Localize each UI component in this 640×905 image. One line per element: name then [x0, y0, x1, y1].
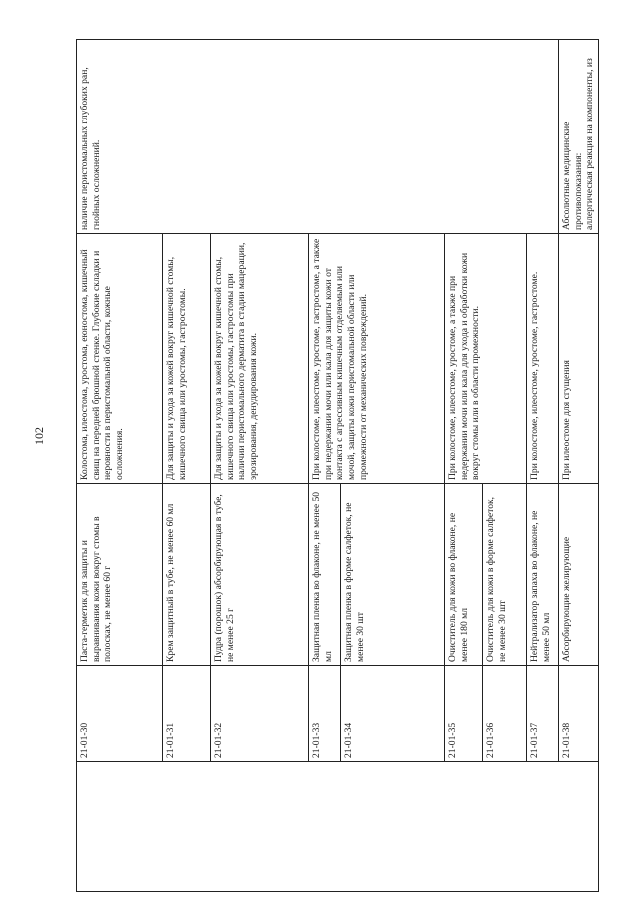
row-code: 21-01-33	[309, 666, 341, 762]
row-name: Абсорбирующие желирующие	[559, 484, 599, 666]
products-table	[76, 39, 599, 892]
row-code: 21-01-38	[559, 666, 599, 762]
row-code: 21-01-34	[341, 666, 445, 762]
table-wrapper	[76, 40, 596, 892]
empty-column	[77, 762, 599, 892]
row-name: Крем защитный в тубе, не менее 60 мл	[163, 484, 211, 666]
row-indication: Для защиты и ухода за кожей вокруг кишечной стомы, кишечного свища или уростомы, гастростомы при наличии перистомального дерматита в стадии мацерации, эрозирования, денудирования кожи.	[211, 234, 309, 484]
row-name: Очиститель для кожи в форме салфеток, не менее 30 шт	[483, 484, 527, 666]
row-name: Паста-герметик для защиты и выравнивания кожи вокруг стомы в полосках, не менее 60 г	[77, 484, 163, 666]
row-name: Нейтрализатор запаха во флаконе, не менее 50 мл	[527, 484, 559, 666]
row-name: Защитная пленка в форме салфеток, не менее 30 шт	[341, 484, 445, 666]
row-code: 21-01-31	[163, 666, 211, 762]
row-indication: Колостома, илеостома, уростома, еюностома, кишечный свищ на передней брюшной стенке. Глубокие складки и неровности в перистомальной области, кожные осложнения.	[77, 234, 163, 484]
rotated-page	[76, 40, 596, 892]
row-code: 21-01-36	[483, 666, 527, 762]
table-row	[77, 40, 163, 892]
row-name: Защитная пленка во флаконе, не менее 50 мл	[309, 484, 341, 666]
page-number: 102	[32, 427, 46, 445]
row-indication: При илеостоме для сгущения	[559, 234, 599, 484]
row-indication: При колостоме, илеостоме, уростоме, а также при недержании мочи или кала для ухода и обработки кожи вокруг стомы или в области промежности.	[445, 234, 527, 484]
row-code: 21-01-37	[527, 666, 559, 762]
row-code: 21-01-32	[211, 666, 309, 762]
contraindication-title: Абсолютные медицинские противопоказания:	[561, 121, 584, 230]
contraindication-text: аллергическая реакция на компоненты, из	[584, 58, 596, 230]
row-indication: Для защиты и ухода за кожей вокруг кишечной стомы, кишечного свища или уростомы, гастростомы.	[163, 234, 211, 484]
row-code: 21-01-35	[445, 666, 483, 762]
row-name: Пудра (порошок) абсорбирующая в тубе, не менее 25 г	[211, 484, 309, 666]
contraindication-block-1: наличие перистомальных глубоких ран, гнойных осложнений.	[77, 40, 559, 234]
row-indication: При колостоме, илеостоме, уростоме, гастростоме, а также при недержании мочи или кала для защиты кожи от контакта с агрессивным кишечным отделяемым или мочой, защиты кожи перистомальной области или промежности от механических повреждений.	[309, 234, 445, 484]
contraindication-block-2	[559, 40, 599, 234]
row-code: 21-01-30	[77, 666, 163, 762]
row-indication: При колостоме, илеостоме, уростоме, гастростоме.	[527, 234, 559, 484]
row-name: Очиститель для кожи во флаконе, не менее 180 мл	[445, 484, 483, 666]
